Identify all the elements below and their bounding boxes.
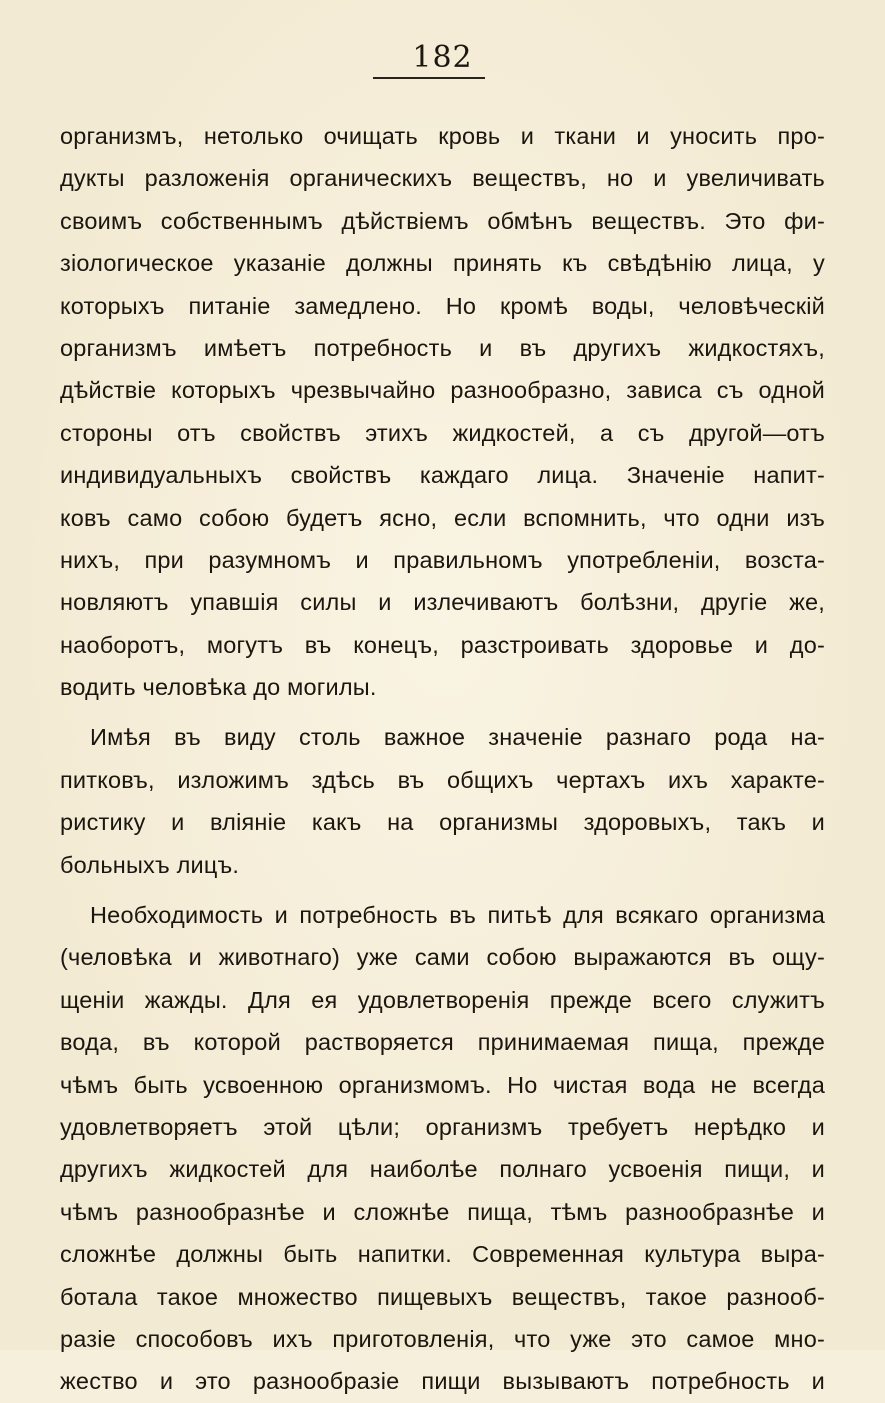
- paragraph-gap: [60, 886, 825, 894]
- text-line: удовлетворяетъ этой цѣли; организмъ требуетъ нерѣдко и: [60, 1113, 825, 1140]
- text-line: ковъ само собою будетъ ясно, если вспомнить, что одни изъ: [60, 504, 825, 531]
- text-line: дѣйствіе которыхъ чрезвычайно разнообразно, зависа съ одной: [60, 377, 825, 404]
- text-line: зіологическое указаніе должны принять къ свѣдѣнію лица, у: [60, 250, 825, 277]
- text-line: сложнѣе должны быть напитки. Современная культура выра-: [60, 1241, 825, 1268]
- text-line: организмъ, нетолько очищать кровь и ткани и уносить про-: [60, 123, 825, 149]
- text-line: (человѣка и животнаго) уже сами собою выражаются въ ощу-: [60, 944, 825, 971]
- text-line: разіе способовъ ихъ приготовленія, что уже это самое мно-: [60, 1325, 825, 1352]
- text-line: жество и это разнообразіе пищи вызываютъ потребность и: [60, 1368, 825, 1395]
- text-line: чѣмъ быть усвоенною организмомъ. Но чистая вода не всегда: [60, 1071, 825, 1098]
- text-line: питковъ, изложимъ здѣсь въ общихъ чертахъ ихъ характе-: [60, 766, 825, 793]
- text-line: другихъ жидкостей для наиболѣе полнаго усвоенія пищи, и: [60, 1156, 825, 1183]
- text-line: больныхъ лицъ.: [60, 851, 240, 878]
- text-line: ристику и вліяніе какъ на организмы здоровыхъ, такъ и: [60, 809, 825, 836]
- text-line: стороны отъ свойствъ этихъ жидкостей, а съ другой—отъ: [60, 419, 825, 446]
- text-line: новляютъ упавшія силы и излечиваютъ болѣзни, другіе же,: [60, 589, 825, 616]
- text-line: чѣмъ разнообразнѣе и сложнѣе пища, тѣмъ разнообразнѣе и: [60, 1198, 825, 1225]
- text-line: ботала такое множество пищевыхъ веществъ, такое разнооб-: [60, 1283, 825, 1310]
- paragraph-gap: [60, 708, 825, 716]
- text-line: водить человѣка до могилы.: [60, 674, 377, 701]
- text-line: наоборотъ, могутъ въ конецъ, разстроивать здоровье и до-: [60, 631, 825, 658]
- text-line: своимъ собственнымъ дѣйствіемъ обмѣнъ веществъ. Это фи-: [60, 207, 825, 234]
- text-line: индивидуальныхъ свойствъ каждаго лица. Значеніе напит-: [60, 462, 825, 489]
- body-text: [60, 115, 825, 1403]
- text-line: Необходимость и потребность въ питьѣ для всякаго организма: [90, 902, 825, 929]
- text-line: организмъ имѣетъ потребность и въ другихъ жидкостяхъ,: [60, 334, 825, 361]
- page-number: 182: [412, 40, 473, 75]
- text-line: дукты разложенія органическихъ веществъ, но и увеличивать: [60, 165, 825, 192]
- text-line: Имѣя въ виду столь важное значеніе разнаго рода на-: [90, 724, 825, 751]
- text-line: щеніи жажды. Для ея удовлетворенія прежде всего служитъ: [60, 986, 825, 1013]
- text-line: которыхъ питаніе замедлено. Но кромѣ воды, человѣческій: [60, 292, 825, 319]
- text-line: нихъ, при разумномъ и правильномъ употребленіи, возста-: [60, 546, 825, 573]
- text-line: вода, въ которой растворяется принимаемая пища, прежде: [60, 1029, 825, 1056]
- header-rule: [373, 77, 485, 79]
